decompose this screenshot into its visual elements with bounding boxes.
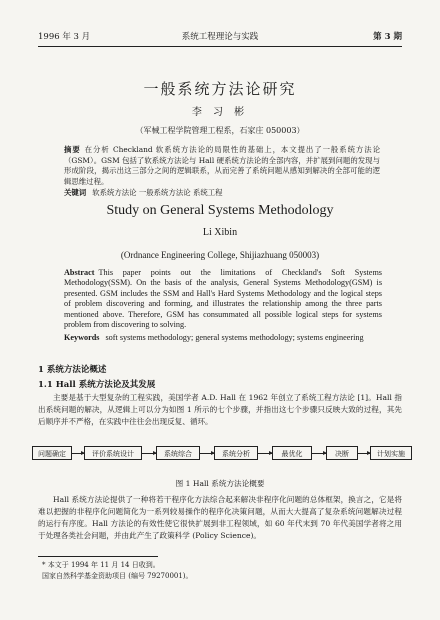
- header-journal: 系统工程理论与实践: [181, 32, 259, 42]
- abstract-chinese: [64, 145, 380, 187]
- footnote-funding: 国家自然科学基金资助项目 (编号 79270001)。: [42, 572, 193, 580]
- footnote-rule: [38, 556, 158, 557]
- header-issue: 第 3 期: [373, 32, 402, 42]
- flow-arrow: [358, 453, 370, 454]
- keywords-chinese: [64, 187, 380, 198]
- keywords-english-text: soft systems methodology; general systems methodology; systems engineering: [105, 333, 364, 342]
- abstract-chinese-label: 摘要: [64, 145, 81, 154]
- flow-box-problem-definition: 问题确定: [32, 446, 72, 460]
- flow-box-analysis: 系统分析: [214, 446, 258, 460]
- flow-box-optimization: 最优化: [272, 446, 312, 460]
- affiliation-chinese: （军械工程学院管理工程系，石家庄 050003）: [135, 126, 305, 135]
- keywords-chinese-label: 关键词: [64, 188, 87, 197]
- title-english: Study on General Systems Methodology: [106, 203, 334, 218]
- abstract-english-text: This paper points out the limitations of Checkland's Soft Systems Methodology(SSM). On the basis of the analysis, General Systems Methodology(GSM) is presented. GSM includes the SSM and Hall's Hard Systems Methodology and the logical steps of problem discovering and forming, and illustrates the relationship among the three parts mentioned above. Therefore, GSM has consummated all possible logical steps for systems problem from discovering to solving.: [64, 268, 382, 330]
- flow-arrow: [142, 453, 156, 454]
- figure-caption: 图 1 Hall 系统方法论概要: [175, 479, 265, 488]
- abstract-english: [64, 268, 382, 330]
- author-english: Li Xibin: [202, 227, 238, 238]
- flow-arrow: [312, 453, 326, 454]
- flow-box-evaluate-design: 评价系统设计: [84, 446, 142, 460]
- flow-box-decision: 决断: [326, 446, 358, 460]
- section-heading-1: 1 系统方法论概述: [38, 365, 107, 375]
- flow-box-implementation: 计划实施: [370, 446, 412, 460]
- flow-arrow: [72, 453, 84, 454]
- abstract-chinese-text: 在分析 Checkland 软系统方法论的局限性的基础上，本文提出了一般系统方法论（GSM）。GSM 包括了软系统方法论与 Hall 硬系统方法论的全部内容，并扩展到问题的发现与形成阶段，揭示出这三部分之间的逻辑联系，从而完善了系统问题从感知到解决的全部可能的逻辑思维过程。: [64, 145, 380, 186]
- flow-box-synthesis: 系统综合: [156, 446, 200, 460]
- author-chinese: 李 习 彬: [191, 107, 249, 118]
- footnote-received: * 本文于 1994 年 11 月 14 日收到。: [42, 561, 160, 569]
- abstract-english-label: Abstract: [64, 268, 95, 277]
- keywords-english-label: Keywords: [64, 333, 100, 342]
- body-paragraph-2: Hall 系统方法论提供了一种将若干程序化方法综合起来解决非程序化问题的总体框架，换言之，它是将难以把握的非程序化问题简化为一系列较易操作的程序化决策问题，从而大大提高了复杂系统问题解决过程的运行有序度。Hall 方法论的有效性使它很快扩展到非工程领域，如 60 年代末到 70 年代美国学者将之用于处理各类社会问题，并由此产生了政策科学 (Policy Science)。: [38, 495, 402, 540]
- section-heading-1-1: 1.1 Hall 系统方法论及其发展: [38, 380, 156, 390]
- keywords-english: [64, 333, 382, 343]
- body-paragraph-1: 主要是基于大型复杂的工程实践，美国学者 A.D. Hall 在 1962 年创立了系统工程方法论 [1]。Hall 指出系统问题的解决，从逻辑上可以分为如图 1 所示的七个步骤，并指出这七个步骤只反映大致的过程，其先后顺序并不严格，在实践中往往会出现反复、循环。: [38, 393, 402, 426]
- title-chinese: 一般系统方法论研究: [143, 80, 297, 98]
- flow-arrow: [200, 453, 214, 454]
- keywords-chinese-text: 软系统方法论 一般系统方法论 系统工程: [92, 188, 223, 197]
- flow-arrow: [258, 453, 272, 454]
- hall-flow-diagram: [32, 440, 412, 470]
- header-date: 1996 年 3 月: [38, 32, 91, 42]
- affiliation-english: (Ordnance Engineering College, Shijiazhuang 050003): [120, 250, 320, 260]
- running-header: [38, 30, 402, 44]
- header-rule: [38, 46, 402, 47]
